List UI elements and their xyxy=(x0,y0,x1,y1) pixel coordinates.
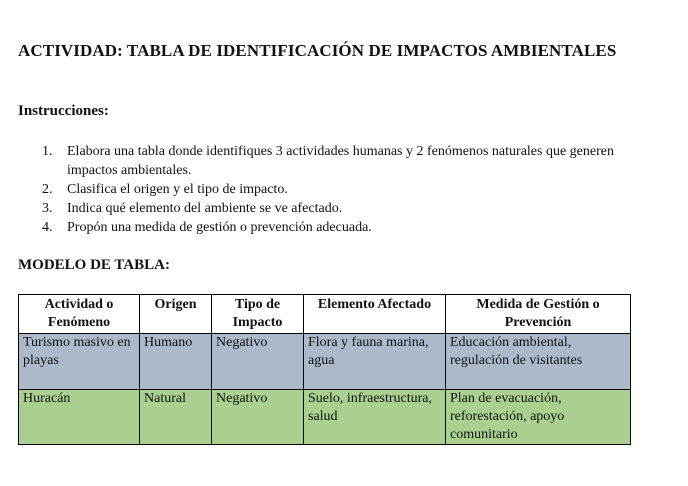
step-text: Clasifica el origen y el tipo de impacto. xyxy=(67,182,288,197)
step-number: 3. xyxy=(42,201,53,216)
instruction-step xyxy=(42,180,642,199)
instruction-step xyxy=(42,199,642,218)
step-number: 2. xyxy=(42,182,53,197)
cell-activity: Huracán xyxy=(19,390,140,445)
instructions-heading: Instrucciones: xyxy=(18,103,109,119)
cell-origin: Humano xyxy=(140,334,212,390)
cell-affected-element: Flora y fauna marina, agua xyxy=(304,334,446,390)
instructions-list xyxy=(42,142,642,237)
header-affected-element: Elemento Afectado xyxy=(304,295,446,334)
model-heading: MODELO DE TABLA: xyxy=(18,257,170,273)
instruction-step xyxy=(42,218,642,237)
cell-management-measure: Plan de evacuación, reforestación, apoyo comunitario xyxy=(446,390,631,445)
instruction-step xyxy=(42,142,642,180)
header-origin: Origen xyxy=(140,295,212,334)
step-text: Indica qué elemento del ambiente se ve afectado. xyxy=(67,201,343,216)
cell-management-measure: Educación ambiental, regulación de visitantes xyxy=(446,334,631,390)
impact-table xyxy=(18,294,631,445)
cell-impact-type: Negativo xyxy=(212,390,304,445)
table-header-row xyxy=(19,295,631,334)
step-number: 4. xyxy=(42,220,53,235)
cell-origin: Natural xyxy=(140,390,212,445)
step-number: 1. xyxy=(42,144,53,159)
table-row xyxy=(19,390,631,445)
cell-impact-type: Negativo xyxy=(212,334,304,390)
header-impact-type: Tipo de Impacto xyxy=(212,295,304,334)
cell-activity: Turismo masivo en playas xyxy=(19,334,140,390)
header-management-measure: Medida de Gestión o Prevención xyxy=(446,295,631,334)
header-activity: Actividad o Fenómeno xyxy=(19,295,140,334)
table-row xyxy=(19,334,631,390)
cell-affected-element: Suelo, infraestructura, salud xyxy=(304,390,446,445)
step-text: Elabora una tabla donde identifiques 3 actividades humanas y 2 fenómenos naturales que generen impactos ambientales. xyxy=(67,144,614,178)
step-text: Propón una medida de gestión o prevención adecuada. xyxy=(67,220,372,235)
document-title: ACTIVIDAD: TABLA DE IDENTIFICACIÓN DE IMPACTOS AMBIENTALES xyxy=(18,41,617,60)
